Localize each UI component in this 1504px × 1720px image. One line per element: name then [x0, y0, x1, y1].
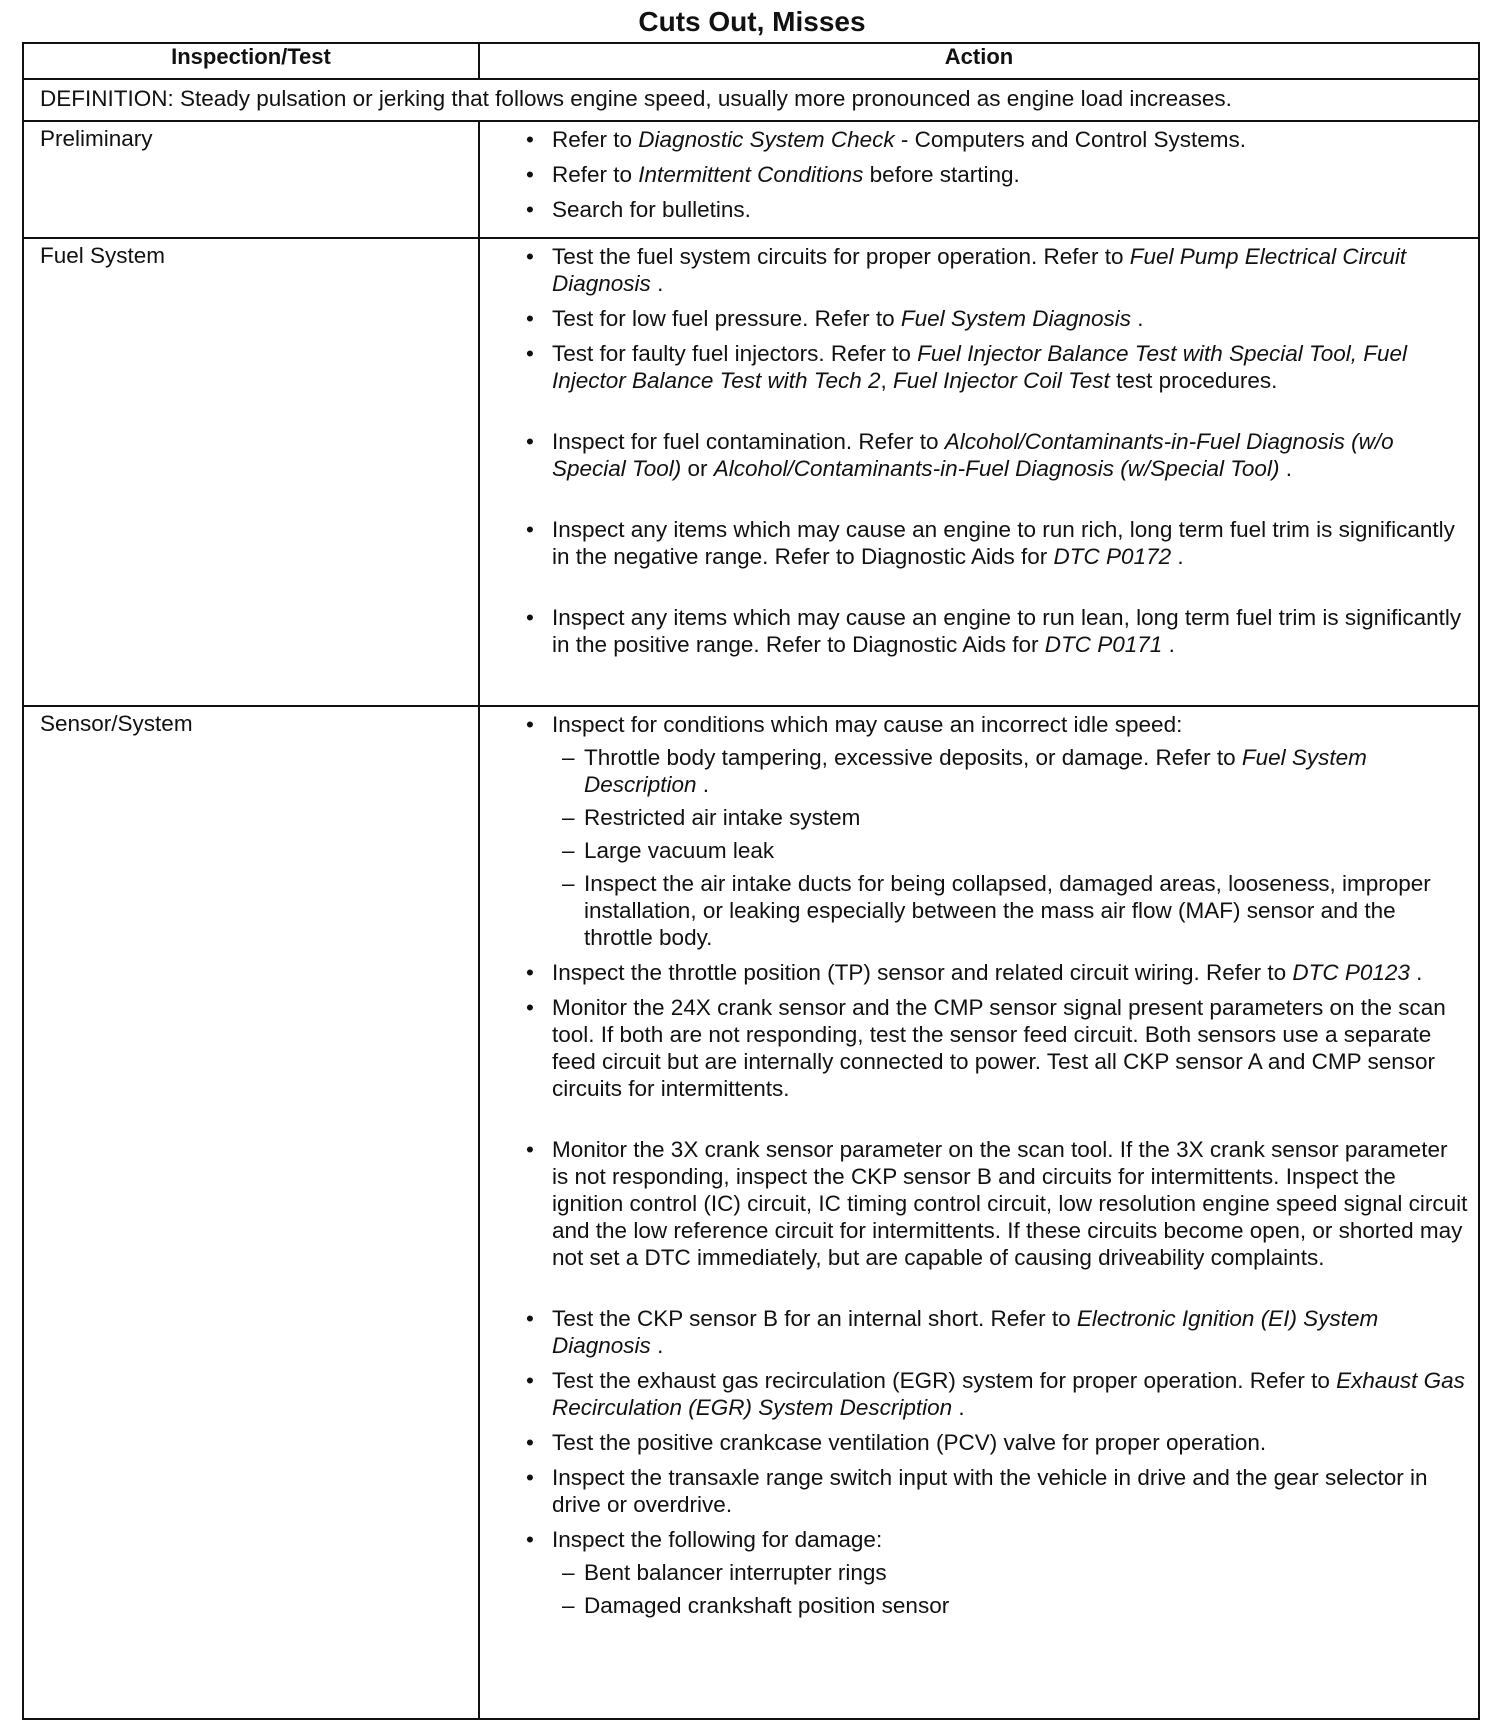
text-segment: Bent balancer interrupter rings	[584, 1560, 887, 1585]
reference-link-text: Fuel System Description	[584, 745, 1367, 797]
action-item	[520, 1429, 1468, 1456]
text-segment: Monitor the 3X crank sensor parameter on the scan tool. If the 3X crank sensor parameter is not responding, inspect the CKP sensor B and circuits for intermittents. Inspect the ignition control (IC) circuit, IC timing control circuit, low resolution engine speed signal circuit and the low reference circuit for intermittents. If these circuits become open, or shorted may not set a DTC immediately, but are capable of causing driveability complaints.	[552, 1137, 1468, 1270]
text-segment: Monitor the 24X crank sensor and the CMP sensor signal present parameters on the scan tool. If both are not responding, test the sensor feed circuit. Both sensors use a separate feed circuit but are internally connected to power. Test all CKP sensor A and CMP sensor circuits for intermittents.	[552, 995, 1446, 1101]
reference-link-text: DTC P0171	[1044, 632, 1163, 657]
action-item	[520, 243, 1468, 297]
sub-item	[552, 744, 1468, 798]
text-segment: Inspect any items which may cause an engine to run lean, long term fuel trim is significantly in the positive range. Refer to Diagnostic Aids for	[552, 605, 1462, 657]
reference-link-text: Fuel Pump Electrical Circuit Diagnosis	[552, 244, 1407, 296]
action-item	[520, 340, 1468, 394]
text-segment: test procedures.	[1109, 368, 1278, 393]
text-segment: Inspect for fuel contamination. Refer to	[552, 429, 945, 454]
sub-item	[552, 804, 1468, 831]
text-segment: Inspect the throttle position (TP) sensor and related circuit wiring. Refer to	[552, 960, 1293, 985]
text-segment: .	[952, 1395, 965, 1420]
table-row	[23, 238, 1479, 706]
table-row	[23, 706, 1479, 1719]
action-item	[520, 428, 1468, 482]
action-item	[520, 1526, 1468, 1619]
action-item	[520, 1367, 1468, 1421]
inspection-category: Fuel System	[23, 238, 479, 706]
text-segment: or	[681, 456, 714, 481]
table-row	[23, 121, 1479, 238]
text-segment: Test the fuel system circuits for proper operation. Refer to	[552, 244, 1130, 269]
action-list	[520, 711, 1468, 1619]
text-segment: Restricted air intake system	[584, 805, 861, 830]
reference-link-text: Diagnostic System Check	[638, 127, 895, 152]
text-segment: .	[1171, 544, 1184, 569]
text-segment: Test the positive crankcase ventilation (PCV) valve for proper operation.	[552, 1430, 1267, 1455]
text-segment: Large vacuum leak	[584, 838, 775, 863]
reference-link-text: Fuel System Diagnosis	[900, 306, 1131, 331]
reference-link-text: Alcohol/Contaminants-in-Fuel Diagnosis (w/Special Tool)	[713, 456, 1280, 481]
text-segment: Test the exhaust gas recirculation (EGR) system for proper operation. Refer to	[552, 1368, 1337, 1393]
text-segment: .	[696, 772, 710, 797]
action-item	[520, 196, 1468, 223]
action-item	[520, 1464, 1468, 1518]
action-cell	[479, 706, 1479, 1719]
text-segment: Throttle body tampering, excessive deposits, or damage. Refer to	[584, 745, 1242, 770]
text-segment: - Computers and Control Systems.	[894, 127, 1247, 152]
text-segment: Inspect for conditions which may cause an incorrect idle speed:	[552, 712, 1183, 737]
text-segment: Search for bulletins.	[552, 197, 751, 222]
action-item	[520, 1136, 1468, 1271]
text-segment: Inspect any items which may cause an engine to run rich, long term fuel trim is significantly in the negative range. Refer to Diagnostic Aids for	[552, 517, 1455, 569]
sub-item	[552, 1592, 1468, 1619]
action-item	[520, 711, 1468, 951]
action-item	[520, 516, 1468, 570]
page-title: Cuts Out, Misses	[638, 6, 866, 37]
text-segment: .	[1162, 632, 1175, 657]
text-segment: .	[1131, 306, 1144, 331]
text-segment: Damaged crankshaft position sensor	[584, 1593, 950, 1618]
text-segment: Test for faulty fuel injectors. Refer to	[552, 341, 918, 366]
sub-list	[552, 1559, 1468, 1619]
text-segment: before starting.	[863, 162, 1020, 187]
text-segment: Inspect the transaxle range switch input with the vehicle in drive and the gear selector in drive or overdrive.	[552, 1465, 1428, 1517]
inspection-category: Sensor/System	[23, 706, 479, 1719]
action-cell	[479, 121, 1479, 238]
text-segment: Test the CKP sensor B for an internal short. Refer to	[552, 1306, 1077, 1331]
sub-item	[552, 870, 1468, 951]
action-item	[520, 126, 1468, 153]
column-header-action: Action	[479, 43, 1479, 79]
reference-link-text: Fuel Injector Balance Test with Special Tool, Fuel Injector Balance Test with Tech 2	[552, 341, 1408, 393]
text-segment: Inspect the following for damage:	[552, 1527, 883, 1552]
action-list	[520, 126, 1468, 223]
sub-item	[552, 1559, 1468, 1586]
action-item	[520, 994, 1468, 1102]
definition-row: DEFINITION: Steady pulsation or jerking that follows engine speed, usually more pronounced as engine load increases.	[23, 79, 1479, 121]
text-segment: ,	[880, 368, 894, 393]
diagnostic-table	[22, 42, 1480, 1720]
text-segment: Inspect the air intake ducts for being collapsed, damaged areas, looseness, improper installation, or leaking especially between the mass air flow (MAF) sensor and the throttle body.	[584, 871, 1431, 950]
text-segment: .	[650, 1333, 664, 1358]
reference-link-text: DTC P0123	[1292, 960, 1410, 985]
reference-link-text: Exhaust Gas Recirculation (EGR) System Description	[552, 1368, 1465, 1420]
inspection-category: Preliminary	[23, 121, 479, 238]
sub-item	[552, 837, 1468, 864]
text-segment: .	[650, 271, 664, 296]
reference-link-text: DTC P0172	[1053, 544, 1172, 569]
action-item	[520, 1305, 1468, 1359]
reference-link-text: Intermittent Conditions	[638, 162, 864, 187]
action-item	[520, 305, 1468, 332]
action-item	[520, 959, 1468, 986]
action-item	[520, 604, 1468, 658]
text-segment: .	[1279, 456, 1292, 481]
action-list	[520, 243, 1468, 658]
reference-link-text: Alcohol/Contaminants-in-Fuel Diagnosis (w/o Special Tool)	[552, 429, 1394, 481]
reference-link-text: Fuel Injector Coil Test	[893, 368, 1110, 393]
reference-link-text: Electronic Ignition (EI) System Diagnosis	[552, 1306, 1379, 1358]
text-segment: Test for low fuel pressure. Refer to	[552, 306, 901, 331]
action-item	[520, 161, 1468, 188]
text-segment: Refer to	[552, 127, 639, 152]
text-segment: .	[1409, 960, 1423, 985]
column-header-inspection: Inspection/Test	[23, 43, 479, 79]
action-cell	[479, 238, 1479, 706]
sub-list	[552, 744, 1468, 951]
text-segment: Refer to	[552, 162, 639, 187]
